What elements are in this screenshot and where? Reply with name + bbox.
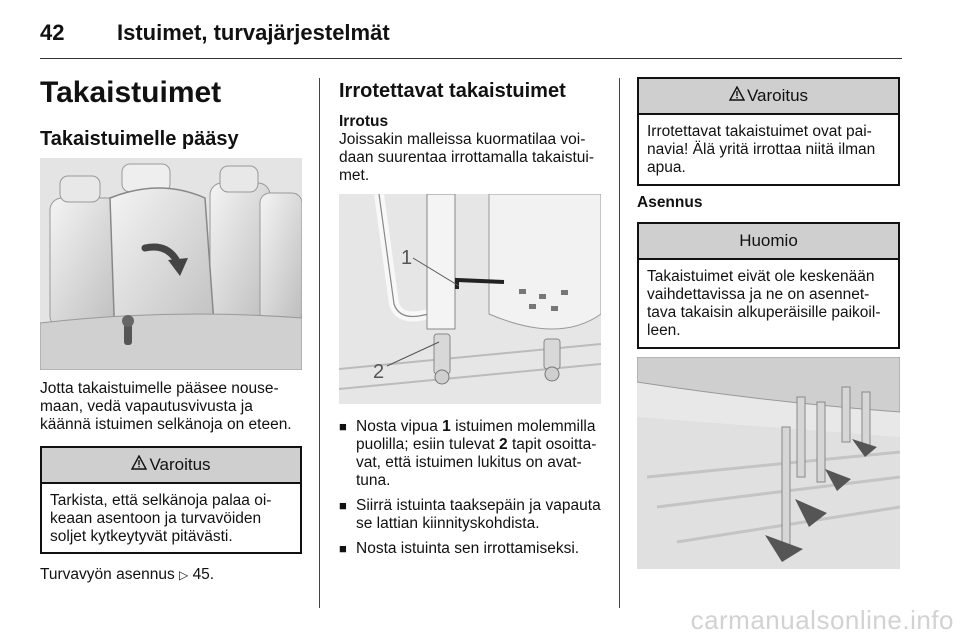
bullet-line: Nosta vipua 1 istuimen molemmilla — [356, 418, 596, 435]
paragraph-line: käännä istuimen selkänoja on eteen. — [40, 416, 292, 433]
bullet-list — [339, 418, 611, 558]
bullet-line: Nosta istuinta sen irrottamiseksi. — [356, 540, 580, 557]
warning-line: soljet kytkeytyvät pitävästi. — [50, 528, 233, 545]
warning-box-left — [40, 446, 302, 554]
page-number: 42 — [40, 20, 65, 45]
note-line: leen. — [647, 322, 681, 339]
access-paragraph — [40, 380, 310, 434]
warning-line: Tarkista, että selkänoja palaa oi- — [50, 492, 272, 509]
warning-header — [639, 79, 898, 115]
bullet-square-icon: ■ — [339, 541, 347, 556]
reference-arrow-icon: ▷ — [179, 568, 189, 582]
bullet-line: vat, että istuimen lukitus on avat- — [356, 454, 582, 471]
list-item — [339, 497, 611, 533]
note-header — [639, 224, 898, 260]
intro-line: Joissakin malleissa kuormatilaa voi- — [339, 131, 586, 148]
intro-line: met. — [339, 167, 370, 184]
warning-triangle-icon — [729, 86, 745, 106]
warning-header — [42, 448, 300, 484]
seatbelt-reference — [40, 566, 214, 584]
paragraph-line: Jotta takaistuimelle pääsee nouse- — [40, 380, 279, 397]
installation-subheading: Asennus — [637, 194, 703, 211]
removal-intro — [339, 131, 609, 185]
watermark: carmanualsonline.info — [690, 605, 954, 635]
figure-seat-access — [40, 158, 302, 370]
list-item — [339, 540, 611, 558]
section-title: Takaistuimet — [40, 76, 222, 109]
removable-seats-heading: Irrotettavat takaistuimet — [339, 80, 566, 102]
warning-line: Irrotettavat takaistuimet ovat pai- — [647, 123, 872, 140]
removal-subheading: Irrotus — [339, 113, 389, 130]
column-divider-right — [619, 78, 620, 608]
list-item — [339, 418, 611, 490]
bullet-line: tuna. — [356, 472, 391, 489]
note-body — [639, 260, 898, 348]
warning-title: Varoitus — [149, 455, 211, 474]
intro-line: daan suurentaa irrottamalla takaistui- — [339, 149, 595, 166]
running-title: Istuimet, turvajärjestelmät — [117, 20, 390, 45]
callout-2: 2 — [373, 361, 385, 383]
header-rule — [40, 58, 902, 59]
reference-page[interactable]: 45. — [192, 566, 215, 583]
bullet-line: Siirrä istuinta taaksepäin ja vapauta — [356, 497, 601, 514]
removal-steps — [339, 418, 611, 565]
warning-triangle-icon — [131, 455, 147, 475]
note-title: Huomio — [739, 231, 798, 250]
bullet-square-icon: ■ — [339, 419, 347, 434]
note-box — [637, 222, 900, 349]
warning-body — [639, 115, 898, 185]
section-subtitle: Takaistuimelle pääsy — [40, 128, 239, 150]
figure-seat-mounts — [637, 357, 900, 569]
reference-text: Turvavyön asennus — [40, 566, 175, 583]
callout-1: 1 — [401, 247, 413, 269]
warning-line: keaan asentoon ja turvavöiden — [50, 510, 262, 527]
figure-seat-release — [339, 194, 601, 404]
note-line: vaihdettavissa ja ne on asennet- — [647, 286, 870, 303]
note-line: Takaistuimet eivät ole keskenään — [647, 268, 875, 285]
bullet-line: puolilla; esiin tulevat 2 tapit osoitta- — [356, 436, 597, 453]
note-line: tava takaisin alkuperäisille paikoil- — [647, 304, 881, 321]
warning-body — [42, 484, 300, 554]
bullet-square-icon: ■ — [339, 498, 347, 513]
warning-title: Varoitus — [746, 86, 809, 105]
warning-box-right — [637, 77, 900, 186]
warning-line: apua. — [647, 159, 686, 176]
paragraph-line: maan, vedä vapautusvivusta ja — [40, 398, 253, 415]
bullet-line: se lattian kiinnityskohdista. — [356, 515, 540, 532]
column-divider-left — [319, 78, 320, 608]
warning-line: navia! Älä yritä irrottaa niitä ilman — [647, 141, 876, 158]
